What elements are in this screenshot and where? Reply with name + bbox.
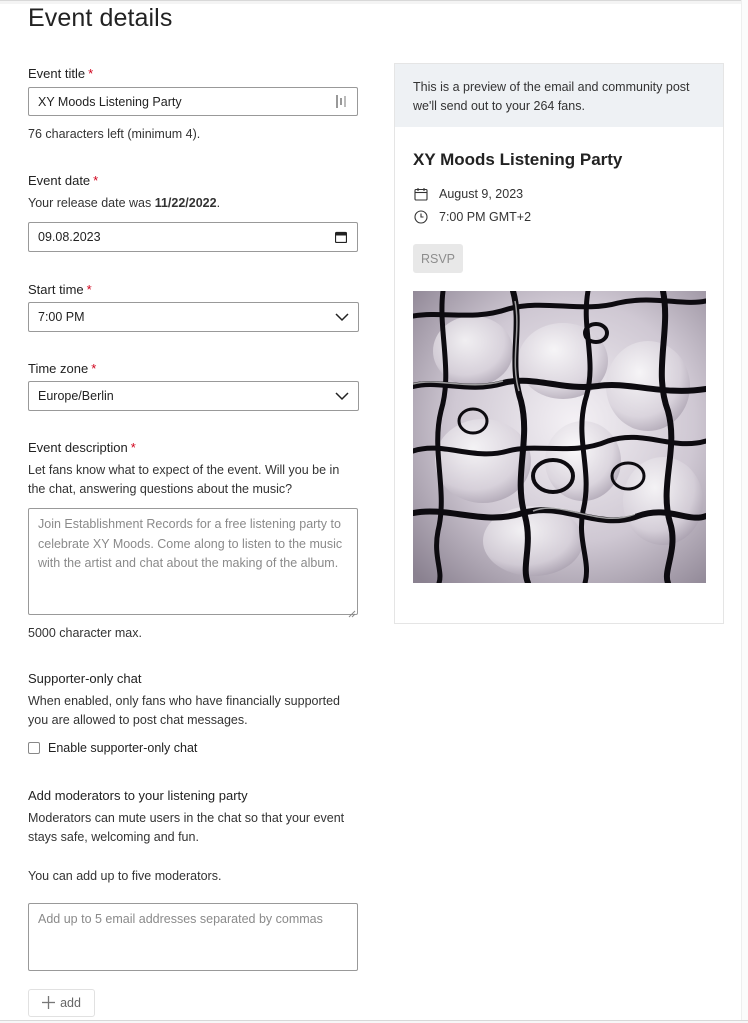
rsvp-button[interactable]: RSVP xyxy=(413,244,463,273)
event-cover-image xyxy=(413,291,706,583)
calendar-icon xyxy=(413,186,429,202)
time-zone-value: Europe/Berlin xyxy=(38,389,114,403)
preview-time: 7:00 PM GMT+2 xyxy=(439,210,532,224)
event-title-input[interactable] xyxy=(28,87,358,116)
event-date-value: 09.08.2023 xyxy=(38,230,101,244)
release-date: 11/22/2022 xyxy=(154,196,217,210)
preview-time-row xyxy=(413,209,531,225)
event-title-label xyxy=(28,66,93,81)
moderators-placeholder: Add up to 5 email addresses separated by commas xyxy=(38,912,323,926)
event-date-input[interactable] xyxy=(28,222,358,252)
moderators-help: Moderators can mute users in the chat so that your event stays safe, welcoming and fun. xyxy=(28,811,345,844)
supporter-chat-checkbox[interactable] xyxy=(28,742,40,754)
event-description-footer: 5000 character max. xyxy=(28,626,142,640)
event-description-help: Let fans know what to expect of the event. Will you be in the chat, answering questions about the music? xyxy=(28,463,340,496)
required-mark: * xyxy=(93,173,99,188)
moderators-email-input[interactable] xyxy=(28,903,358,971)
page-title: Event details xyxy=(28,4,173,32)
time-zone-select[interactable] xyxy=(28,381,359,411)
supporter-chat-checkbox-label: Enable supporter-only chat xyxy=(48,741,198,755)
calendar-picker-icon[interactable] xyxy=(334,230,348,244)
plus-icon xyxy=(42,995,55,1012)
start-time-label xyxy=(28,282,92,297)
chevron-down-icon xyxy=(335,310,349,324)
event-title-help: 76 characters left (minimum 4). xyxy=(28,127,201,141)
autofill-icon[interactable] xyxy=(334,95,348,109)
required-mark: * xyxy=(88,66,94,81)
event-date-help-prefix: Your release date was xyxy=(28,196,155,210)
add-moderator-button[interactable] xyxy=(28,989,95,1017)
clock-icon xyxy=(413,209,429,225)
preview-note: This is a preview of the email and community post we'll send out to your 264 fans. xyxy=(395,64,723,127)
chevron-down-icon xyxy=(335,389,349,403)
supporter-chat-option[interactable] xyxy=(28,741,197,755)
moderators-label: Add moderators to your listening party xyxy=(28,788,248,803)
preview-date: August 9, 2023 xyxy=(439,187,524,201)
event-preview-card xyxy=(394,63,724,624)
event-title-value: XY Moods Listening Party xyxy=(38,94,182,109)
event-date-label xyxy=(28,173,98,188)
start-time-label-text: Start time xyxy=(28,282,84,297)
moderators-limit-help: You can add up to five moderators. xyxy=(28,869,222,883)
time-zone-label-text: Time zone xyxy=(28,361,89,376)
event-description-label xyxy=(28,440,136,455)
event-description-placeholder: Join Establishment Records for a free listening party to celebrate XY Moods. Come along to listen to the music with the artist and chat about the making of the album. xyxy=(38,517,343,570)
event-title-label-text: Event title xyxy=(28,66,86,81)
event-description-textarea[interactable] xyxy=(28,508,358,615)
event-date-help-suffix: . xyxy=(216,196,221,210)
time-zone-label xyxy=(28,361,96,376)
event-description-label-text: Event description xyxy=(28,440,128,455)
required-mark: * xyxy=(130,440,136,455)
event-date-label-text: Event date xyxy=(28,173,91,188)
required-mark: * xyxy=(86,282,92,297)
start-time-select[interactable] xyxy=(28,302,359,332)
supporter-chat-help: When enabled, only fans who have financially supported you are allowed to post chat messages. xyxy=(28,694,341,727)
add-moderator-label: add xyxy=(60,996,81,1010)
supporter-chat-label: Supporter-only chat xyxy=(28,671,142,686)
event-date-help xyxy=(28,194,358,213)
required-mark: * xyxy=(91,361,97,376)
preview-title: XY Moods Listening Party xyxy=(413,150,623,169)
resize-handle-icon[interactable] xyxy=(348,605,356,613)
preview-date-row xyxy=(413,186,523,202)
start-time-value: 7:00 PM xyxy=(38,310,85,324)
scrollbar[interactable] xyxy=(741,0,748,1023)
